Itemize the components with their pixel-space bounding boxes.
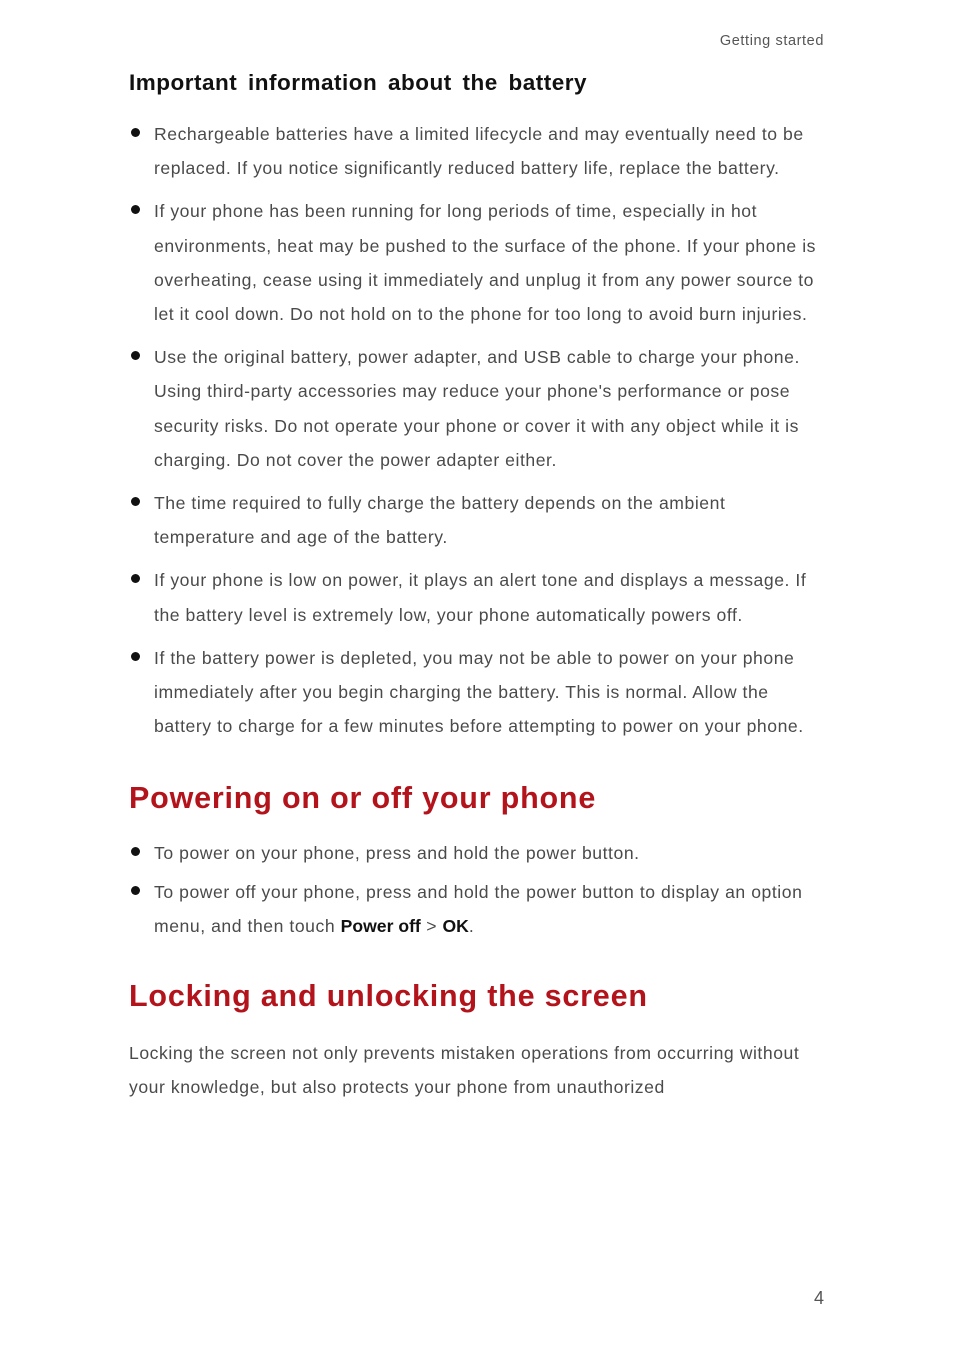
bullet-icon <box>131 351 140 360</box>
list-item-text: If your phone has been running for long periods of time, especially in hot environments, heat may be pushed to the surface of the phone. If your phone is overheating, cease using it immediately and unplug it from any power source to let it cool down. Do not hold on to the phone for too long to avoid burn injuries. <box>154 201 817 325</box>
page-content <box>129 70 829 1104</box>
power-bullet-list <box>129 836 829 943</box>
list-item-text: To power off your phone, press and hold the power button to display an option menu, and then touch <box>154 881 803 936</box>
list-item-text: If your phone is low on power, it plays an alert tone and displays a message. If the battery level is extremely low, your phone automatically powers off. <box>154 570 807 625</box>
bullet-icon <box>131 128 140 137</box>
page-number: 4 <box>813 1288 824 1308</box>
list-item <box>129 194 829 331</box>
list-item <box>129 117 829 185</box>
list-item-text: The time required to fully charge the battery depends on the ambient temperature and age of the battery. <box>154 493 726 548</box>
battery-bullet-list <box>129 117 829 743</box>
list-item <box>129 875 829 943</box>
power-off-option-label: Power off <box>340 915 421 936</box>
list-item <box>129 836 829 870</box>
bullet-icon <box>131 886 140 895</box>
list-item <box>129 641 829 744</box>
menu-path-separator: > <box>420 915 443 936</box>
list-item-text: Use the original battery, power adapter, and USB cable to charge your phone. Using third-party accessories may reduce your phone's performance or pose security risks. Do not operate your phone or cover it with any object while it is charging. Do not cover the power adapter either. <box>154 347 800 470</box>
ok-option-label: OK <box>442 915 469 936</box>
bullet-icon <box>131 574 140 583</box>
bullet-icon <box>131 497 140 506</box>
power-section-title: Powering on or off your phone <box>129 781 597 816</box>
list-item <box>129 563 829 631</box>
bullet-icon <box>131 652 140 661</box>
list-item <box>129 340 829 477</box>
battery-subheading: Important information about the battery <box>129 70 588 95</box>
list-item-text: To power on your phone, press and hold the power button. <box>154 843 640 864</box>
bullet-icon <box>131 205 140 214</box>
lock-section-paragraph: Locking the screen not only prevents mistaken operations from occurring without your knowledge, but also protects your phone from unauthorized <box>129 1043 800 1098</box>
lock-section-title: Locking and unlocking the screen <box>129 979 648 1014</box>
running-header: Getting started <box>719 33 824 49</box>
sentence-end: . <box>468 915 475 936</box>
list-item <box>129 486 829 554</box>
bullet-icon <box>131 847 140 856</box>
list-item-text: If the battery power is depleted, you may not be able to power on your phone immediately after you begin charging the battery. This is normal. Allow the battery to charge for a few minutes before attempting to power on your phone. <box>154 647 804 737</box>
list-item-text: Rechargeable batteries have a limited lifecycle and may eventually need to be replaced. If you notice significantly reduced battery life, replace the battery. <box>154 124 804 179</box>
